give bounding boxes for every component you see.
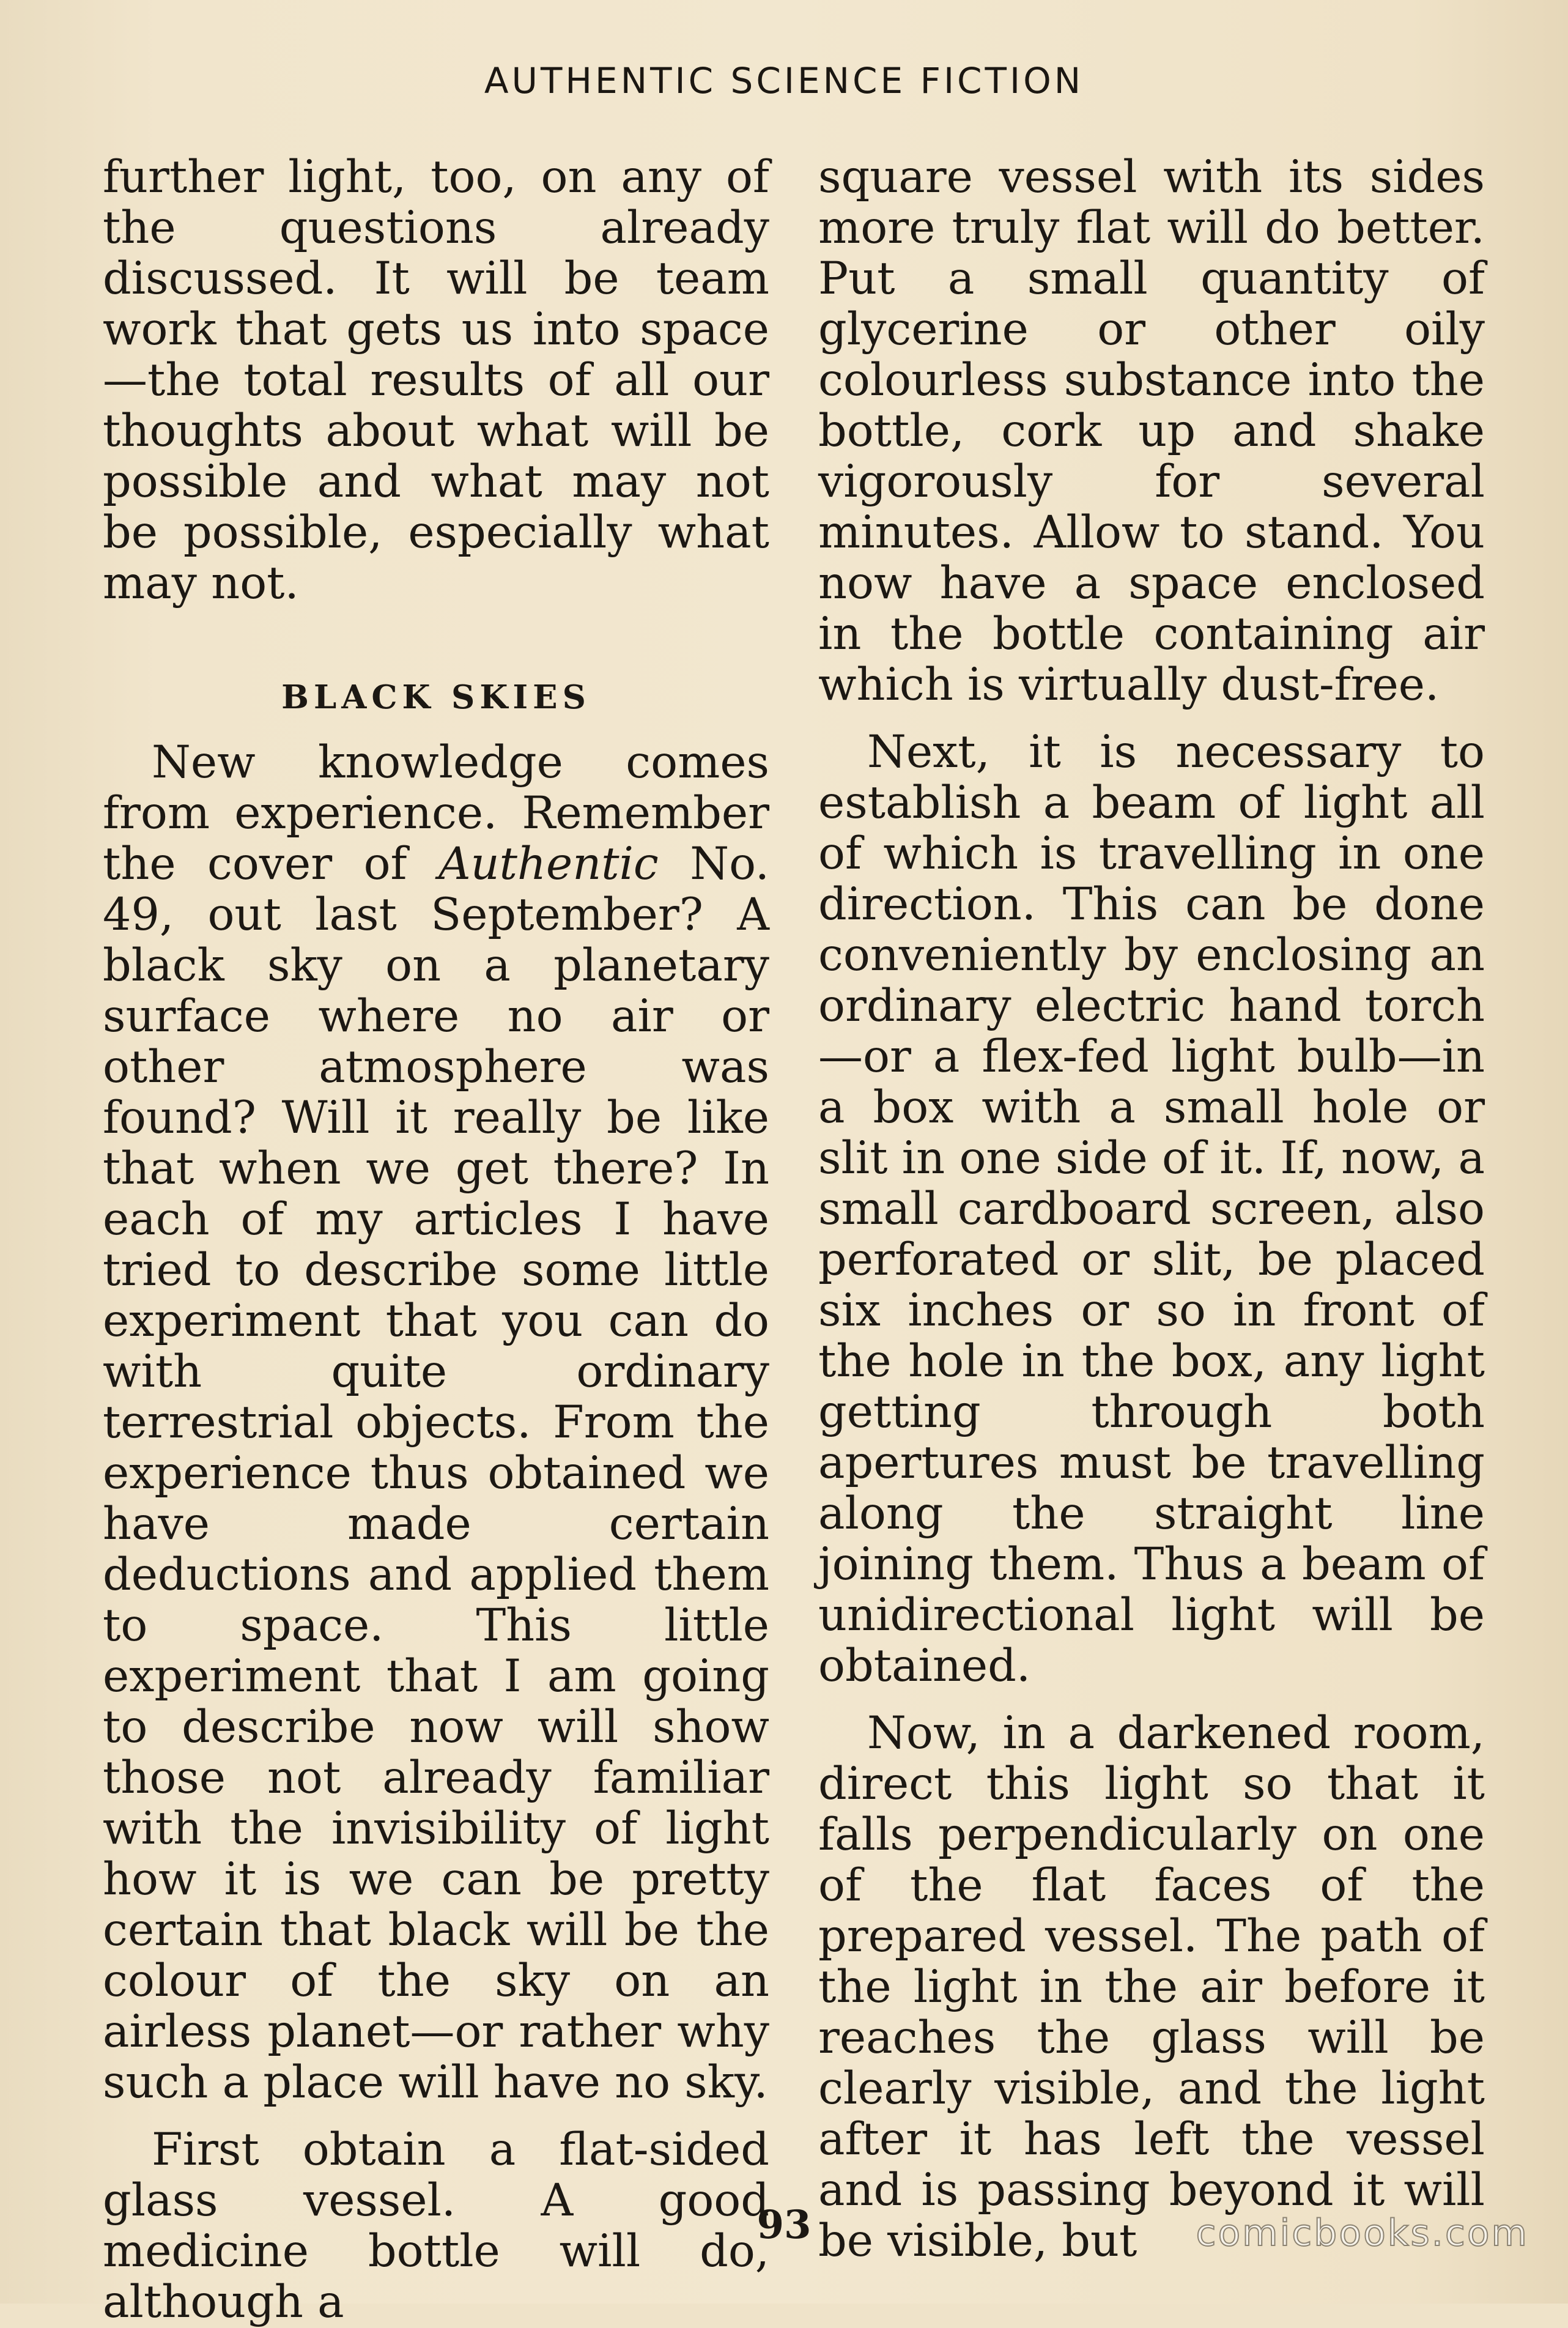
left-paragraph-2-rest: No. 49, out last September? A black sky on a planetary surface where no air or other atmosphere was found? Will it really be like that when we get there? In each of my articles I have tried to describe some little experiment that you can do with quite ordinary terrestrial objects. From the experience thus obtained we have made certain deductions and applied them to space. This little experiment that I am going to describe now will show those not already familiar with the invisibility of light how it is we can be pretty certain that black will be the colour of the sky on an airless planet—or rather why such a place will have no sky.: [103, 838, 769, 2108]
right-paragraph-1: square vessel with its sides more truly flat will do better. Put a small quantity of glycerine or other oily colourless substance into the bottle, cork up and shake vigorously for several minutes. Allow to stand. You now have a space enclosed in the bottle containing air which is virtually dust-free.: [818, 151, 1485, 711]
left-paragraph-3: First obtain a flat-sided glass vessel. A good medicine bottle will do, although a: [103, 2124, 769, 2328]
left-paragraph-2: [103, 737, 769, 2108]
page-number: 93: [756, 2202, 812, 2248]
magazine-title-italic: Authentic: [438, 838, 659, 890]
watermark: comicbooks.com: [1196, 2212, 1529, 2255]
left-paragraph-1: further light, too, on any of the questions already discussed. It will be team work that gets us into space—the total results of all our thoughts about what will be possible and what may not be possible, especially what may not.: [103, 151, 769, 609]
right-paragraph-3: Now, in a darkened room, direct this light so that it falls perpendicularly on one of the flat faces of the prepared vessel. The path of the light in the air before it reaches the glass will be clearly visible, and the light after it has left the vessel and is passing beyond it will be visible, but: [818, 1707, 1485, 2267]
running-head: AUTHENTIC SCIENCE FICTION: [484, 60, 1084, 102]
left-column: [103, 152, 769, 2327]
section-heading: BLACK SKIES: [281, 678, 591, 716]
left-paragraph-2-start: New knowledge comes from experience. Remember the cover of: [103, 736, 769, 890]
right-paragraph-2: Next, it is necessary to establish a beam of light all of which is travelling in one direction. This can be done conveniently by enclosing an ordinary electric hand torch—or a flex-fed light bulb—in a box with a small hole or slit in one side of it. If, now, a small cardboard screen, also perforated or slit, be placed six inches or so in front of the hole in the box, any light getting through both apertures must be travelling along the straight line joining them. Thus a beam of unidirectional light will be obtained.: [818, 726, 1485, 1692]
right-column: [818, 152, 1485, 2266]
